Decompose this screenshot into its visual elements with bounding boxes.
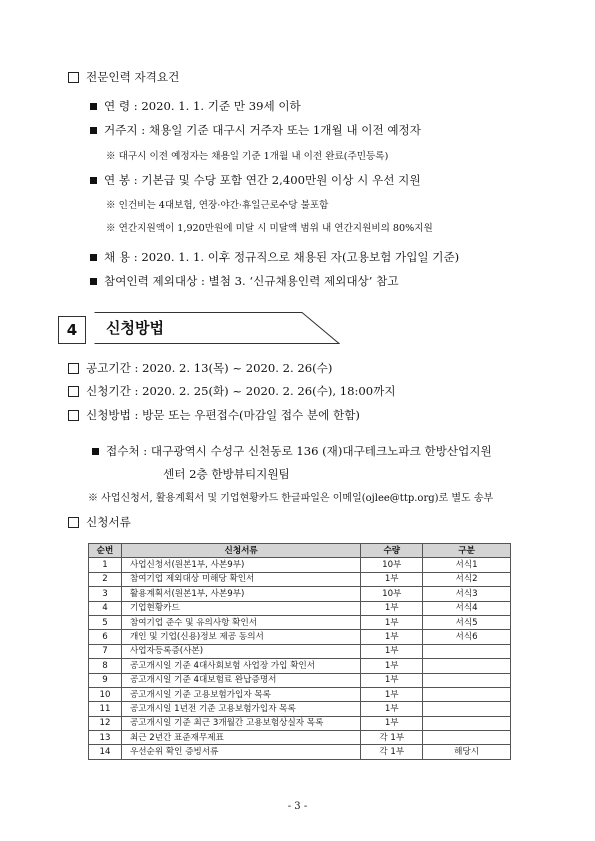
- cell-number: 12: [89, 716, 122, 730]
- cell-category: 서식2: [423, 572, 511, 586]
- cell-document: 참여기업 준수 및 유의사항 확인서: [121, 615, 360, 629]
- checkbox-square-icon: [68, 386, 79, 397]
- cell-document: 사업자등록증(사본): [121, 644, 360, 658]
- bullet-square-icon: [90, 278, 97, 285]
- cell-document: 우선순위 확인 증빙서류: [121, 745, 360, 759]
- qualification-heading: 전문인력 자격요건: [86, 70, 180, 84]
- cell-number: 5: [89, 615, 122, 629]
- bullet-square-icon: [92, 448, 99, 455]
- apply-method: 신청방법 : 방문 또는 우편접수(마감일 접수 분에 한함): [86, 408, 360, 422]
- cell-number: 10: [89, 687, 122, 701]
- cell-number: 1: [89, 558, 122, 572]
- page-number: - 3 -: [287, 801, 308, 812]
- table-row: [89, 659, 511, 673]
- cell-number: 7: [89, 644, 122, 658]
- checkbox-square-icon: [68, 410, 79, 421]
- cell-category: 서식6: [423, 630, 511, 644]
- header-category: 구분: [423, 544, 511, 558]
- bullet-square-icon: [90, 127, 97, 134]
- cell-document: 활용계획서(원본1부, 사본9부): [121, 587, 360, 601]
- cell-category: [423, 731, 511, 745]
- table-row: [89, 615, 511, 629]
- cell-quantity: 각 1부: [361, 745, 423, 759]
- cell-category: [423, 716, 511, 730]
- cell-category: 서식3: [423, 587, 511, 601]
- table-row: [89, 745, 511, 759]
- cell-quantity: 10부: [361, 587, 423, 601]
- cell-category: [423, 702, 511, 716]
- docs-heading: 신청서류: [86, 515, 131, 529]
- cell-category: [423, 687, 511, 701]
- cell-document: 개인 및 기업(신용)정보 제공 동의서: [121, 630, 360, 644]
- bullet-square-icon: [90, 103, 97, 110]
- cell-document: 공고개시일 기준 4대보험료 완납증명서: [121, 673, 360, 687]
- bullet-square-icon: [90, 254, 97, 261]
- table-row: [89, 601, 511, 615]
- header-number: 순번: [89, 544, 122, 558]
- table-row: [89, 731, 511, 745]
- cell-quantity: 1부: [361, 644, 423, 658]
- cell-number: 2: [89, 572, 122, 586]
- cell-document: 기업현황카드: [121, 601, 360, 615]
- cell-quantity: 1부: [361, 572, 423, 586]
- cell-number: 8: [89, 659, 122, 673]
- cell-quantity: 1부: [361, 601, 423, 615]
- cell-number: 11: [89, 702, 122, 716]
- table-row: [89, 558, 511, 572]
- cell-category: [423, 644, 511, 658]
- hire-requirement: 채 용 : 2020. 1. 1. 이후 정규직으로 채용된 자(고용보험 가입일 기준): [104, 250, 460, 264]
- notice-period: 공고기간 : 2020. 2. 13(목) ~ 2020. 2. 26(수): [86, 361, 333, 375]
- cell-quantity: 1부: [361, 673, 423, 687]
- checkbox-square-icon: [68, 363, 79, 374]
- cell-number: 4: [89, 601, 122, 615]
- section-number: 4: [58, 316, 86, 344]
- cell-document: 공고개시일 기준 4대사회보험 사업장 가입 확인서: [121, 659, 360, 673]
- cell-number: 13: [89, 731, 122, 745]
- cell-number: 9: [89, 673, 122, 687]
- cell-quantity: 1부: [361, 615, 423, 629]
- table-row: [89, 687, 511, 701]
- cell-category: 서식1: [423, 558, 511, 572]
- table-row: [89, 630, 511, 644]
- bullet-square-icon: [90, 177, 97, 184]
- table-row: [89, 673, 511, 687]
- cell-document: 공고개시일 1년전 기준 고용보험가입자 목록: [121, 702, 360, 716]
- cell-quantity: 1부: [361, 659, 423, 673]
- section-title: 신청방법: [106, 319, 164, 337]
- salary-note-2: ※ 연간지원액이 1,920만원에 미달 시 미달액 범위 내 연간지원비의 80%지원: [106, 223, 433, 234]
- header-quantity: 수량: [361, 544, 423, 558]
- table-row: [89, 572, 511, 586]
- office-address-line1: 접수처 : 대구광역시 수성구 신천동로 136 (재)대구테크노파크 한방산업지원: [106, 444, 492, 458]
- table-header-row: [89, 544, 511, 558]
- table-row: [89, 587, 511, 601]
- cell-quantity: 10부: [361, 558, 423, 572]
- exclusion-note: 참여인력 제외대상 : 별첨 3. ‘신규채용인력 제외대상’ 참고: [104, 274, 399, 288]
- office-address-line2: 센터 2층 한방뷰티지원팀: [163, 467, 290, 481]
- cell-quantity: 1부: [361, 630, 423, 644]
- cell-number: 14: [89, 745, 122, 759]
- documents-table: [88, 543, 511, 760]
- table-row: [89, 644, 511, 658]
- cell-document: 참여기업 제외대상 미해당 확인서: [121, 572, 360, 586]
- cell-document: 최근 2년간 표준재무제표: [121, 731, 360, 745]
- salary-requirement: 연 봉 : 기본급 및 수당 포함 연간 2,400만원 이상 시 우선 지원: [104, 173, 421, 187]
- cell-quantity: 1부: [361, 716, 423, 730]
- cell-document: 공고개시일 기준 최근 3개월간 고용보험상실자 목록: [121, 716, 360, 730]
- checkbox-square-icon: [68, 72, 79, 83]
- residence-requirement: 거주지 : 채용일 기준 대구시 거주자 또는 1개월 내 이전 예정자: [104, 123, 421, 137]
- table-row: [89, 716, 511, 730]
- cell-category: 서식4: [423, 601, 511, 615]
- cell-category: 서식5: [423, 615, 511, 629]
- header-document: 신청서류: [121, 544, 360, 558]
- cell-quantity: 각 1부: [361, 731, 423, 745]
- cell-document: 사업신청서(원본1부, 사본9부): [121, 558, 360, 572]
- checkbox-square-icon: [68, 517, 79, 528]
- cell-category: [423, 659, 511, 673]
- email-note: ※ 사업신청서, 활용계획서 및 기업현황카드 한글파일은 이메일(ojlee@ttp.org)로 별도 송부: [88, 493, 494, 504]
- cell-document: 공고개시일 기준 고용보험가입자 목록: [121, 687, 360, 701]
- table-row: [89, 702, 511, 716]
- residence-note: ※ 대구시 이전 예정자는 채용일 기준 1개월 내 이전 완료(주민등록): [106, 151, 389, 162]
- cell-category: [423, 673, 511, 687]
- cell-quantity: 1부: [361, 687, 423, 701]
- apply-period: 신청기간 : 2020. 2. 25(화) ~ 2020. 2. 26(수), 18:00까지: [86, 384, 396, 398]
- cell-category: 해당시: [423, 745, 511, 759]
- salary-note-1: ※ 인건비는 4대보험, 연장·야간·휴일근로수당 불포함: [106, 200, 329, 211]
- cell-number: 6: [89, 630, 122, 644]
- cell-quantity: 1부: [361, 702, 423, 716]
- cell-number: 3: [89, 587, 122, 601]
- age-requirement: 연 령 : 2020. 1. 1. 기준 만 39세 이하: [104, 99, 301, 113]
- table-body: [89, 558, 511, 759]
